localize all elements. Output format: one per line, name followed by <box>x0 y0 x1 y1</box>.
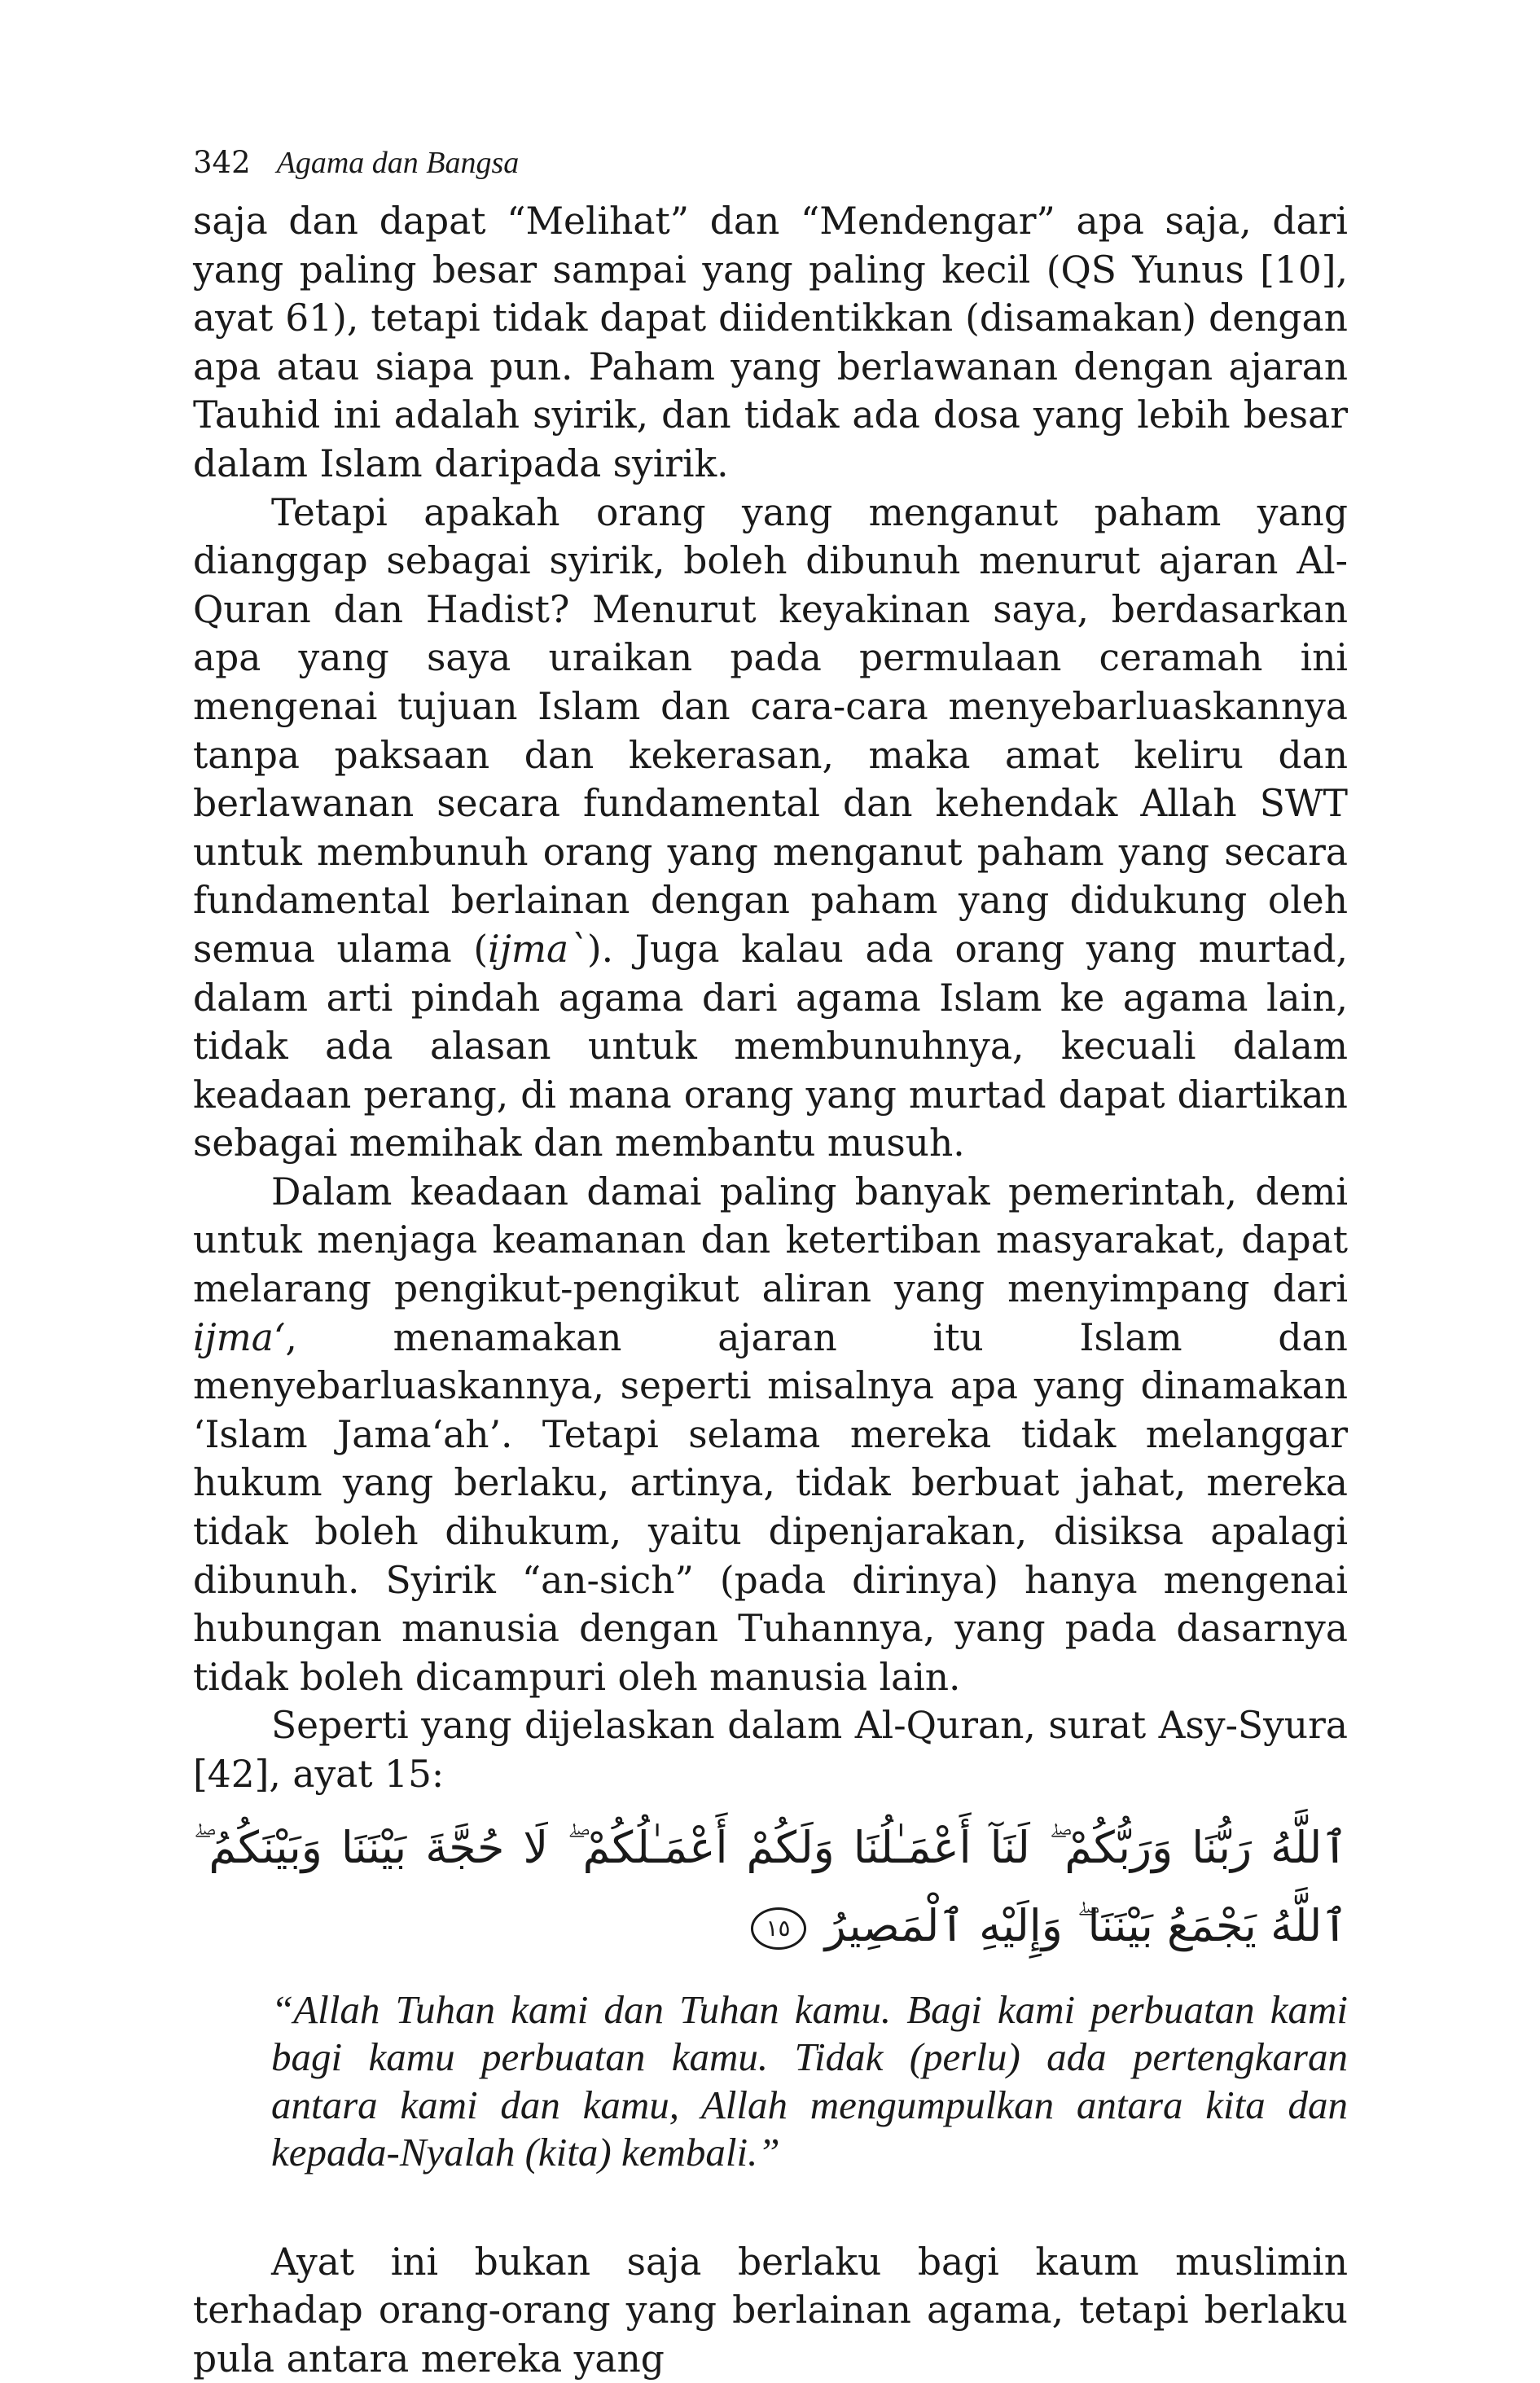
arabic-verse-text: ٱللَّهُ رَبُّنَا وَرَبُّكُمْ ۖ لَنَآ أَعْمَـٰلُنَا وَلَكُمْ أَعْمَـٰلُكُمْ ۖ لَا حُجَّةَ بَيْنَنَا وَبَيْنَكُمُ ۖ ٱللَّهُ يَجْمَعُ بَيْنَنَا ۖ وَإِلَيْهِ ٱلْمَصِيرُ <box>193 1821 1348 1951</box>
paragraph-2-text-a: Tetapi apakah orang yang menganut paham yang dianggap sebagai syirik, boleh dibunuh menurut ajaran Al-Quran dan Hadist? Menurut keyakinan saya, berdasarkan apa yang saya uraikan pada permulaan ceramah ini mengenai tujuan Islam dan cara-cara menyebarluaskannya tanpa paksaan dan kekerasan, maka amat keliru dan berlawanan secara fundamental dan kehendak Allah SWT untuk membunuh orang yang menganut paham yang secara fundamental berlainan dengan paham yang didukung oleh semua ulama ( <box>193 490 1348 971</box>
paragraph-4: Seperti yang dijelaskan dalam Al-Quran, surat Asy-Syura [42], ayat 15: <box>193 1704 1348 1796</box>
section-spacer <box>193 2177 1348 2238</box>
book-title: Agama dan Bangsa <box>276 146 520 180</box>
paragraph-2-text-b: ). Juga kalau ada orang yang murtad, dalam arti pindah agama dari agama Islam ke agama lain, tidak ada alasan untuk membunuhnya, kecuali dalam keadaan perang, di mana orang yang murtad dapat diartikan sebagai memihak dan membantu musuh. <box>193 927 1348 1165</box>
body-text-continued <box>193 2238 1348 2383</box>
paragraph-3-text-b: , menamakan ajaran itu Islam dan menyebarluaskannya, seperti misalnya apa yang dinamakan ‘Islam Jama‘ah’. Tetapi selama mereka tidak melanggar hukum yang berlaku, artinya, tidak berbuat jahat, mereka tidak boleh dihukum, yaitu dipenjarakan, disiksa apalagi dibunuh. Syirik “an-sich” (pada dirinya) hanya mengenai hubungan manusia dengan Tuhannya, yang pada dasarnya tidak boleh dicampuri oleh manusia lain. <box>193 1315 1348 1699</box>
paragraph-2 <box>193 489 1348 1168</box>
paragraph-3 <box>193 1168 1348 1702</box>
quran-verse-arabic <box>193 1809 1348 1965</box>
body-text <box>193 197 1348 1799</box>
ijma-term-2: ijma‘ <box>193 1315 286 1359</box>
paragraph-3-text-a: Dalam keadaan damai paling banyak pemerintah, demi untuk menjaga keamanan dan ketertiban masyarakat, dapat melarang pengikut-pengikut aliran yang menyimpang dari <box>193 1170 1348 1311</box>
verse-translation: “Allah Tuhan kami dan Tuhan kamu. Bagi kami perbuatan kami bagi kamu perbuatan kamu. Tidak (perlu) ada pertengkaran antara kami dan kamu, Allah mengumpulkan antara kita dan kepada-Nyalah (kita) kembali.” <box>271 1986 1348 2175</box>
running-header <box>193 145 1348 181</box>
paragraph-5: Ayat ini bukan saja berlaku bagi kaum muslimin terhadap orang-orang yang berlainan agama, tetapi berlaku pula antara mereka yang <box>193 2240 1348 2381</box>
page-number: 342 <box>193 145 251 180</box>
ijma-term: ijma` <box>488 927 587 971</box>
book-page <box>193 145 1348 2383</box>
paragraph-1: saja dan dapat “Melihat” dan “Mendengar” apa saja, dari yang paling besar sampai yang paling kecil (QS Yunus [10], ayat 61), tetapi tidak dapat diidentikkan (disamakan) dengan apa atau siapa pun. Paham yang berlawanan dengan ajaran Tauhid ini adalah syirik, dan tidak ada dosa yang lebih besar dalam Islam daripada syirik. <box>193 200 1348 485</box>
ayah-number-marker: ١٥ <box>751 1907 806 1950</box>
